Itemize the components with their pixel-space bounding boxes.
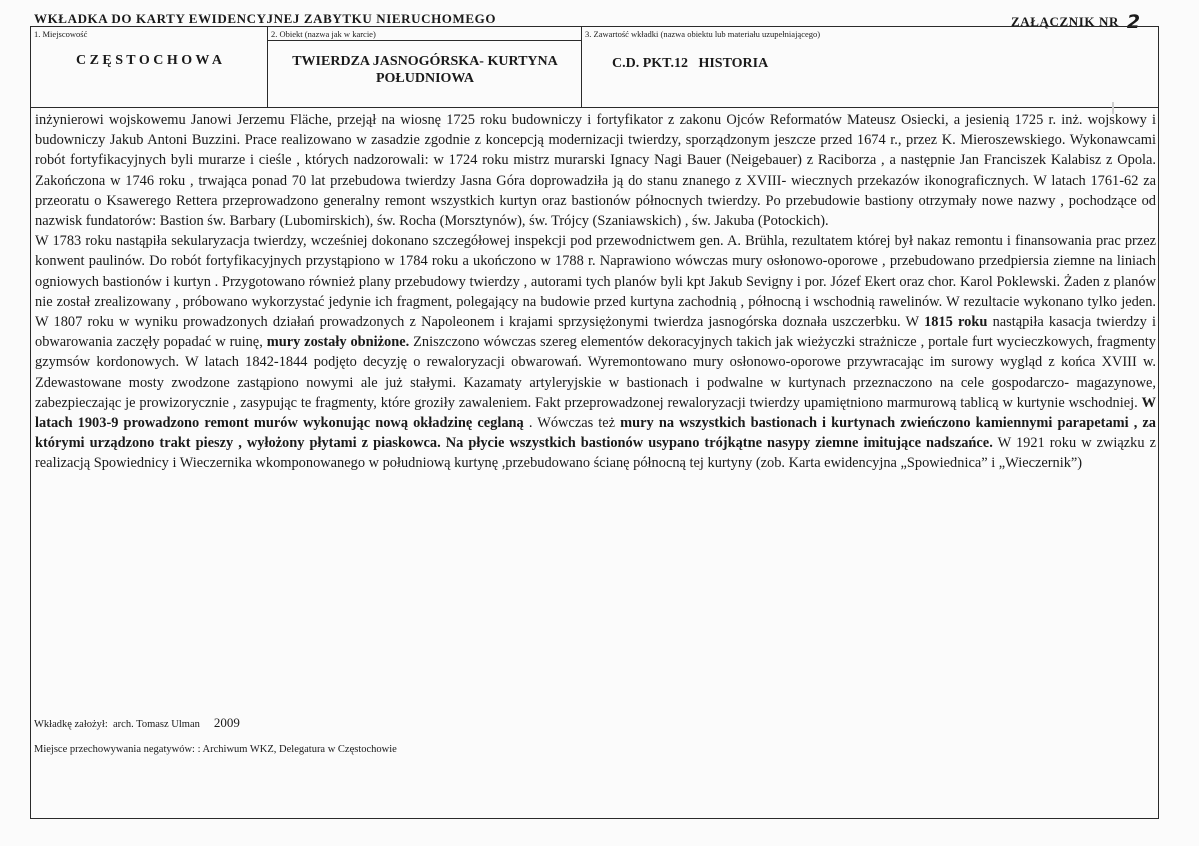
- negatives-label: Miejsce przechowywania negatywów:: [34, 744, 195, 755]
- negatives-value: : Archiwum WKZ, Delegatura w Częstochowie: [197, 744, 397, 755]
- paragraph-2-part-f: W 1921 roku w związku z realizacją Spowiednicy i Wieczernika wkomponowanego w południową kurtynę ,przebudowano ścianę północną tej kurtyny (zob. Karta ewidencyjna „Spowiednica” i „Wieczernik”): [35, 435, 1156, 472]
- author-line: [34, 715, 240, 731]
- annex-number: 2: [1126, 11, 1141, 33]
- column-divider-2: [581, 26, 582, 108]
- annex-label-text: ZAŁĄCZNIK NR: [1011, 14, 1119, 29]
- object-value: [269, 53, 581, 87]
- author-label: Wkładkę założył:: [34, 719, 108, 730]
- paragraph-2-bold-1903: W latach 1903-9 prowadzono remont murów wykonując nową okładzinę ceglaną: [35, 394, 1156, 432]
- paragraph-2-bold-1815: 1815 roku: [924, 314, 988, 331]
- paragraph-2-part-d: Zniszczono wówczas szereg elementów dekoracyjnych takich jak wieżyczki strażnicze , portale furt wycieczkowych, fragmenty gzymsów kordonowych. W latach 1842-1844 podjęto decyzję o rewaloryzacji obwarowań. Wyremontowano mury osłonowo-oporowe przywracając im surowy wygląd z końca XVIII w. Zdewastowane mosty zwodzone zastąpiono nowymi ale już stałymi. Kazamaty artyleryjskie w bastionach i podwalne w kurtynach przeznaczono na cele gospodarczo- magazynowe, zabezpieczając je prowizorycznie , zasypując te fragmenty, które groziły zawaleniem. Fakt przeprowadzonej rewaloryzacji twierdzy upamiętniono marmurową tablicą w kurtynie wschodniej.: [35, 334, 1156, 411]
- negatives-line: [34, 744, 397, 755]
- paragraph-2-part-c: nastąpiła kasacja twierdzy i obwarowania zaczęły popadać w ruinę,: [35, 314, 1156, 351]
- object-value-line2: POŁUDNIOWA: [375, 71, 474, 86]
- header-bottom-divider: [30, 107, 1159, 108]
- header-label-divider: [268, 40, 582, 41]
- locality-value: C Z Ę S T O C H O W A: [75, 53, 222, 68]
- paragraph-2-bold-parapets: mury na wszystkich bastionach i kurtynach zwieńczono kamiennymi parapetami , za którymi urządzono trakt pieszy , wyłożony płytami z piaskowca. Na płycie wszystkich bastionów usypano trójkątne nasypy ziemne imitujące nadszańce.: [35, 415, 1156, 452]
- column-divider-1: [267, 26, 268, 108]
- content-label: 3. Zawartość wkładki (nazwa obiektu lub materiału uzupełniającego): [585, 29, 821, 39]
- paragraph-2-part-a: W 1783 roku nastąpiła sekularyzacja twierdzy, wcześniej dokonano szczegółowej inspekcji pod przewodnictwem gen. A. Brühla, rezultatem której był nakaz remontu i finansowania prac przez konwent paulinów. Do robót fortyfikacyjnych przystąpiono w 1784 roku a ukończono w 1788 r. Naprawiono wówczas mury osłonowo-oporowe , przebudowano przedpiersia ziemne na liniach ogniowych bastionów i kurtyn . Przygotowano również plany przebudowy twierdzy , autorami tych planów byli kpt Jakub Sevigny i por. Józef Ekert oraz chor. Karol Poklewski. Żaden z planów nie został zrealizowany , próbowano wykorzystać jedynie ich fragment, polegający na budowie przed kurtyna zachodnią , północną i wschodnią rawelinów. W rezultacie wykonano tylko jeden. W 1807 roku w wyniku prowadzonych działań prowadzonych z Napoleonem i krajami sprzysiężonymi twierdza jasnogórska doznała uszczerbku. W: [35, 233, 1156, 331]
- paragraph-2-part-e: . Wówczas też: [523, 415, 621, 432]
- history-text: [35, 110, 1156, 474]
- paragraph-1: inżynierowi wojskowemu Janowi Jerzemu Fläche, przejął na wiosnę 1725 roku budowniczy i fortyfikator z zakonu Ojców Reformatów Mateusz Osiecki, a jesienią 1725 r. inż. wojskowy i budowniczy Jakub Antoni Buzzini. Prace realizowano w zasadzie zgodnie z koncepcją modernizacji twierdzy, sporządzonym jeszcze przed 1674 r., przez K. Mieroszewskiego. Wykonawcami robót fortyfikacyjnych byli murarze i cieśle , których nadzorowali: w 1724 roku mistrz murarski Ignacy Nagi Bauer (Neigebauer) z Raciborza , a następnie Jan Franciszek Kalabisz z Opola. Zakończona w 1746 roku , trwająca ponad 70 lat przebudowa twierdzy Jasna Góra doprowadziła ją do stanu znanego z XVIII- wiecznych przekazów ikonograficznych. W latach 1761-62 za przeoratu o Ksawerego Rettera przeprowadzono generalny remont wszystkich kurtyn oraz bastionów północnych twierdzy. Po przebudowie bastiony otrzymały nowe nazwy , pochodzące od nazwisk fundatorów: Bastion św. Barbary (Lubomirskich), św. Rocha (Morsztynów), św. Trójcy (Szaniawskich) , św. Jakuba (Potockich).: [35, 112, 1156, 230]
- author-name: arch. Tomasz Ulman: [113, 719, 200, 730]
- form-title: WKŁADKA DO KARTY EWIDENCYJNEJ ZABYTKU NIERUCHOMEGO: [34, 11, 497, 26]
- object-label: 2. Obiekt (nazwa jak w karcie): [271, 29, 376, 39]
- object-value-line1: TWIERDZA JASNOGÓRSKA- KURTYNA: [292, 54, 558, 69]
- content-value: C.D. PKT.12 HISTORIA: [612, 56, 769, 71]
- paragraph-2: [35, 231, 1156, 473]
- paragraph-2-bold-walls: mury zostały obniżone.: [266, 334, 410, 351]
- year: 2009: [213, 715, 240, 730]
- locality-label: 1. Miejscowość: [34, 29, 88, 39]
